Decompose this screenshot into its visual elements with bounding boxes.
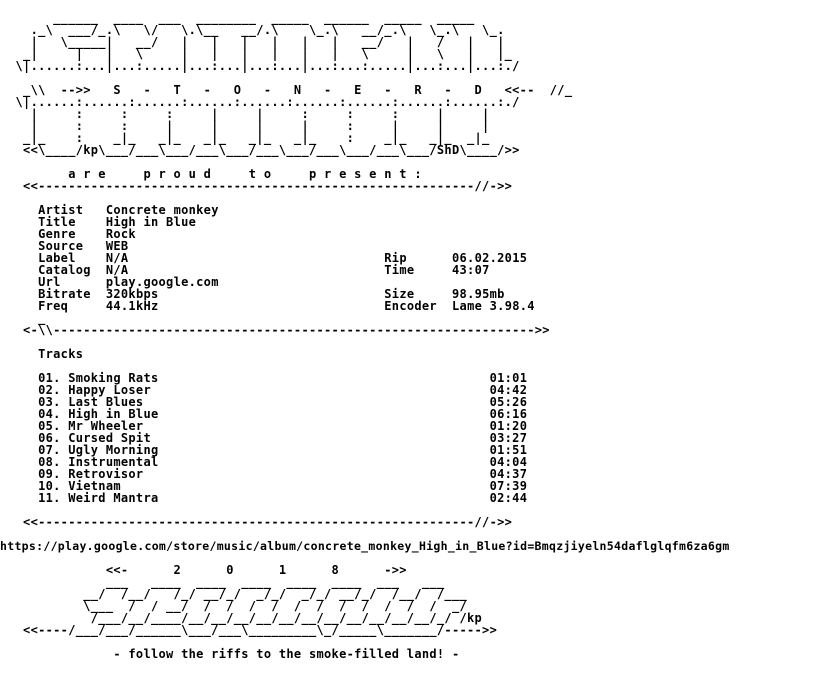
track-time: 01:01 — [489, 371, 528, 385]
year-line: <<- 2 0 1 8 ->> — [8, 563, 407, 577]
info-key: Freq — [38, 299, 106, 313]
divider-tracks: <<----------------------------------------------------------//->> — [8, 515, 513, 529]
bottom-ascii-logo — [8, 576, 730, 636]
info-value: 98.95mb — [452, 287, 505, 301]
info-value: Rock — [105, 227, 136, 241]
logo-bottom-line: __/ /__/ /_/ __/_/ _/_/ _/_/ __/_/ /__/ /___ — [8, 587, 468, 601]
track-time: 02:44 — [489, 491, 528, 505]
track-time: 04:04 — [489, 455, 528, 469]
track-time: 06:16 — [489, 407, 528, 421]
logo-bottom-line: \___ / / __/ / / / / / / / / / / / _/ — [8, 599, 468, 613]
info-value: 44.1kHz — [105, 299, 159, 313]
logo-top-line: | : : : | | : : : | | — [8, 107, 490, 121]
info-key: Artist — [38, 203, 106, 217]
nfo-document — [0, 11, 730, 661]
info-key: Catalog — [38, 263, 106, 277]
track-title: 07. Ugly Morning — [38, 443, 159, 457]
info-key: Label — [38, 251, 106, 265]
track-title: 06. Cursed Spit — [38, 431, 151, 445]
info-key: Time — [384, 263, 452, 277]
logo-top-line: \|......:...|...:.....|...:...|...:...|...:...:.....|...:...|...:./ — [8, 59, 520, 73]
logo-top-line: _| | | \ | | | | | | \ | \ | |_ — [8, 47, 513, 61]
info-key: Genre — [38, 227, 106, 241]
info-value: 320kbps — [105, 287, 159, 301]
tracks-heading-label: Tracks — [38, 347, 84, 361]
info-row — [8, 300, 730, 312]
track-title: 11. Weird Mantra — [38, 491, 159, 505]
track-title: 05. Mr Wheeler — [38, 419, 144, 433]
info-key: Rip — [384, 251, 452, 265]
info-value: play.google.com — [105, 275, 219, 289]
divider-info: <-\\---------------------------------------------------------------->> — [8, 323, 550, 337]
logo-top-line: ._\ ___/_.\ \/ \.\__ __/.\ \_.\ __/_.\ \_.\ \_. — [8, 23, 505, 37]
info-value: N/A — [105, 263, 129, 277]
divider-present: <<----------------------------------------------------------//->> — [8, 179, 513, 193]
present-text: a r e p r o u d t o p r e s e n t : — [8, 167, 422, 181]
track-list — [8, 372, 730, 504]
track-time: 05:26 — [489, 395, 528, 409]
info-key: Source — [38, 239, 106, 253]
logo-bottom-line: <<----/___/___/______\___/___\_________\_/_____\_______/----->> — [8, 623, 498, 637]
track-time: 04:37 — [489, 467, 528, 481]
album-url: https://play.google.com/store/music/album/concrete_monkey_High_in_Blue?id=Bmqzjiyeln54daflglqfm6za6gm — [0, 539, 730, 553]
tagline: - follow the riffs to the smoke-filled land! - — [8, 647, 460, 661]
info-value: 06.02.2015 — [452, 251, 528, 265]
logo-bottom-line: /___/__/____/__/__/__/__/__/__/__/__/__/__/__/_/ /kp — [8, 611, 483, 625]
info-value: Concrete monkey — [105, 203, 219, 217]
info-key: Bitrate — [38, 287, 106, 301]
track-time: 07:39 — [489, 479, 528, 493]
logo-top-line: | \_____| __/ | | | | | | __/ | / | | — [8, 35, 505, 49]
logo-top-line: _\\ -->> S - T - O - N - E - R - D <<-- //_ — [8, 83, 573, 97]
spacer — [8, 336, 730, 348]
track-row — [8, 492, 730, 504]
info-key: Title — [38, 215, 106, 229]
stonerd-ascii-logo — [8, 12, 730, 156]
info-value: WEB — [105, 239, 129, 253]
info-value: N/A — [105, 251, 129, 265]
track-title: 08. Instrumental — [38, 455, 159, 469]
divider-mark: _ — [8, 311, 46, 325]
track-time: 01:51 — [489, 443, 528, 457]
track-title: 09. Retrovisor — [38, 467, 144, 481]
tracks-heading — [8, 348, 730, 360]
track-time: 04:42 — [489, 383, 528, 397]
track-title: 03. Last Blues — [38, 395, 144, 409]
track-title: 04. High in Blue — [38, 407, 159, 421]
info-value: High in Blue — [105, 215, 197, 229]
info-key: Encoder — [384, 299, 453, 313]
track-time: 03:27 — [489, 431, 528, 445]
info-key: Size — [384, 287, 453, 301]
logo-top-line: _|_ : _|_ _|_ _|_ _|_ _|_ : _|_ _|_ _|_ — [8, 131, 490, 145]
track-title: 02. Happy Loser — [38, 383, 151, 397]
release-info — [8, 204, 730, 312]
info-value: 43:07 — [452, 263, 490, 277]
logo-top-line: \|......:......:......:......:......:......:......:......:......:./ — [8, 95, 520, 109]
logo-top-line: ______ ____ ___ ________ _____ ______ _____ _____ — [8, 11, 475, 25]
track-title: 01. Smoking Rats — [38, 371, 159, 385]
info-key: Url — [38, 275, 106, 289]
info-value: Lame 3.98.4 — [452, 299, 535, 313]
logo-top-line: <<\____/kp\___/___\___/___\___/___\___/___\___/___\___/ShD\____/>> — [8, 143, 520, 157]
logo-bottom-line: ___ ____ ____ ____ ____ ____ ___ ___ — [8, 575, 445, 589]
track-time: 01:20 — [489, 419, 528, 433]
track-title: 10. Vietnam — [38, 479, 121, 493]
logo-top-line: | : : | | | | : | | | — [8, 119, 490, 133]
